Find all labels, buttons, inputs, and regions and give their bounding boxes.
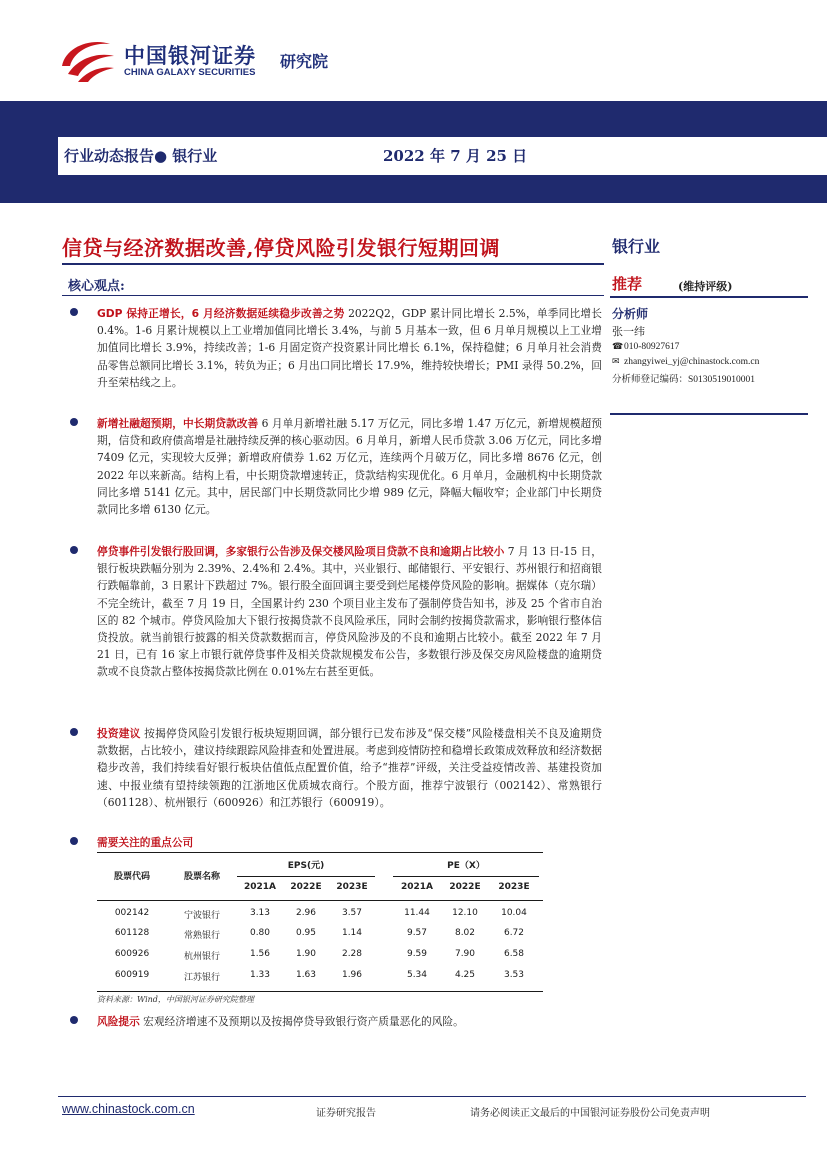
cell-value: 1.90 bbox=[295, 949, 317, 959]
cell-value: 3.57 bbox=[341, 908, 363, 918]
bullet-body: 按揭停贷风险引发银行板块短期回调，部分银行已发布涉及“保交楼”风险楼盘相关不良及逾期贷款数据，占比较小，建议持续跟踪风险排查和处置进展。考虑到疫情防控和稳增长政策成效释放和经济数据稳步改善，我们持续看好银行板块估值低点配置价值，给予“推荐”评级，关注受益疫情改善、基建投资加速、中报业绩有望持续领跑的江浙地区优质城农商行。个股方面，推荐宁波银行（002142）、常熟银行（601128）、杭州银行（600926）和江苏银行（600919）。 bbox=[97, 727, 602, 809]
bullet-key-companies bbox=[62, 834, 602, 851]
cell-value: 3.53 bbox=[503, 970, 525, 980]
col-header-name: 股票名称 bbox=[183, 872, 220, 882]
footer-divider bbox=[58, 1096, 806, 1097]
cell-value: 1.33 bbox=[249, 970, 271, 980]
phone-text: 010-80927617 bbox=[624, 342, 680, 352]
title-divider bbox=[62, 263, 604, 265]
industry-label: 银行业 bbox=[612, 237, 661, 256]
bullet-dot-icon bbox=[70, 308, 78, 316]
cell-value: 7.90 bbox=[454, 949, 476, 959]
report-date: 2022 年 7 月 25 日 bbox=[383, 147, 528, 165]
email-text[interactable]: zhangyiwei_yj@chinastock.com.cn bbox=[624, 357, 760, 367]
cell-value: 0.80 bbox=[249, 928, 271, 938]
bullet-dot-icon bbox=[70, 837, 78, 845]
cell-value: 9.59 bbox=[406, 949, 428, 959]
sidebar-divider bbox=[610, 296, 808, 298]
footer-report-type: 证券研究报告 bbox=[316, 1108, 376, 1119]
cell-value: 1.14 bbox=[341, 928, 363, 938]
bullet-dot-icon bbox=[70, 546, 78, 554]
sidebar-divider bbox=[610, 413, 808, 415]
analyst-label: 分析师 bbox=[612, 307, 649, 321]
analyst-name: 张一纬 bbox=[612, 325, 645, 338]
rating-note: (维持评级) bbox=[678, 280, 733, 293]
bullet-investment-advice bbox=[62, 725, 602, 811]
table-source: 资料来源：Wind，中国银河证券研究院整理 bbox=[97, 995, 254, 1004]
table-row bbox=[97, 970, 543, 988]
bullet-highlight: 停贷事件引发银行股回调，多家银行公告涉及保交楼风险项目贷款不良和逾期占比较小 bbox=[97, 545, 505, 558]
bullet-highlight: 风险提示 bbox=[97, 1015, 140, 1028]
cell-value: 1.56 bbox=[249, 949, 271, 959]
cell-value: 2.28 bbox=[341, 949, 363, 959]
table-row bbox=[97, 908, 543, 926]
cell-code: 600919 bbox=[114, 970, 150, 980]
rating: 推荐 bbox=[612, 275, 643, 293]
col-year: 2023E bbox=[336, 882, 368, 892]
table-row bbox=[97, 928, 543, 946]
bullet-dot-icon bbox=[70, 1016, 78, 1024]
cell-code: 002142 bbox=[114, 908, 150, 918]
cell-code: 600926 bbox=[114, 949, 150, 959]
bullet-highlight: 投资建议 bbox=[97, 727, 141, 740]
cell-code: 601128 bbox=[114, 928, 150, 938]
phone-icon: ☎ bbox=[612, 341, 624, 351]
cell-value: 12.10 bbox=[452, 908, 478, 918]
col-group-pe: PE（X） bbox=[447, 861, 485, 871]
bullet-mortgage-risk bbox=[62, 543, 602, 681]
bullet-highlight: 新增社融超预期，中长期贷款改善 bbox=[97, 417, 259, 430]
table-row bbox=[97, 949, 543, 967]
cell-value: 0.95 bbox=[295, 928, 317, 938]
cell-name: 杭州银行 bbox=[183, 952, 220, 962]
report-type: 行业动态报告● 银行业 bbox=[64, 147, 218, 165]
report-title: 信贷与经济数据改善,停贷风险引发银行短期回调 bbox=[62, 236, 500, 260]
cell-name: 宁波银行 bbox=[183, 911, 220, 921]
cell-name: 江苏银行 bbox=[183, 973, 220, 983]
analyst-email[interactable] bbox=[612, 356, 759, 367]
cell-value: 4.25 bbox=[454, 970, 476, 980]
core-views-label: 核心观点: bbox=[68, 279, 125, 294]
logo-chinese-name: 中国银河证券 bbox=[124, 44, 256, 68]
cell-value: 3.13 bbox=[249, 908, 271, 918]
bullet-dot-icon bbox=[70, 728, 78, 736]
galaxy-logo-icon bbox=[58, 36, 116, 84]
key-companies-table bbox=[97, 852, 543, 992]
bullet-highlight: 需要关注的重点公司 bbox=[97, 836, 194, 849]
cell-value: 2.96 bbox=[295, 908, 317, 918]
cell-value: 1.96 bbox=[341, 970, 363, 980]
logo-english-name: CHINA GALAXY SECURITIES bbox=[124, 67, 256, 78]
col-year: 2021A bbox=[243, 882, 276, 892]
bullet-gdp bbox=[62, 305, 602, 391]
email-icon: ✉ bbox=[612, 356, 620, 366]
cell-value: 10.04 bbox=[501, 908, 527, 918]
footer-website-link[interactable]: www.chinastock.com.cn bbox=[62, 1102, 195, 1116]
cell-value: 1.63 bbox=[295, 970, 317, 980]
bullet-highlight: GDP 保持正增长，6 月经济数据延续稳步改善之势 bbox=[97, 307, 345, 320]
bullet-body: 2022Q2，GDP 累计同比增长 2.5%，单季同比增长 0.4%。1-6 月累计规模以上工业增加值同比增长 3.4%，与前 5 月基本一致，但 6 月单月规模以上工业增加值同比增长 3.9%，持续改善；1-6 月固定资产投资累计同比增长 6.1%，保持稳健；6 月单月社会消费品零售总额同比增长 3.1%，转负为正；6 月出口同比增长 17.9%，维持较快增长；PMI 录得 50.2%，回升至荣枯线之上。 bbox=[97, 307, 602, 389]
col-group-eps: EPS(元) bbox=[287, 861, 325, 871]
cell-name: 常熟银行 bbox=[183, 931, 220, 941]
analyst-phone bbox=[612, 341, 679, 352]
col-year: 2022E bbox=[290, 882, 322, 892]
bullet-body: 7 月 13 日-15 日，银行板块跌幅分别为 2.39%、2.4%和 2.4%。其中，兴业银行、邮储银行、平安银行、苏州银行和招商银行跌幅靠前，3 日累计下跌超过 7%。银行股全面回调主要受到烂尾楼停贷风险的影响。据媒体（克尔瑞）不完全统计，截至 7 月 19 日，全国累计约 230 个项目业主发布了强制停贷告知书，涉及 25 个省市自治区的 82 个城市。停贷风险加大下银行按揭贷款不良风险承压，同时会制约按揭贷款需求，影响银行整体信贷投放。就当前银行披露的相关贷款数据而言，停贷风险涉及的不良和逾期占比较小。截至 2022 年 7 月 21 日，已有 16 家上市银行就停贷事件及相关贷款规模发布公告，多数银行涉及保交房风险楼盘的逾期贷款或不良贷款占整体按揭贷款比例在 0.01%左右甚至更低。 bbox=[97, 545, 602, 679]
cell-value: 6.58 bbox=[503, 949, 525, 959]
footer-disclaimer: 请务必阅读正文最后的中国银河证券股份公司免责声明 bbox=[470, 1108, 710, 1119]
analyst-registration: 分析师登记编码：S0130519010001 bbox=[612, 375, 756, 385]
cell-value: 6.72 bbox=[503, 928, 525, 938]
bullet-social-financing bbox=[62, 415, 602, 518]
logo-institute: 研究院 bbox=[280, 52, 329, 71]
cell-value: 9.57 bbox=[406, 928, 428, 938]
col-header-code: 股票代码 bbox=[113, 872, 150, 882]
cell-value: 11.44 bbox=[404, 908, 430, 918]
col-year: 2021A bbox=[400, 882, 433, 892]
col-year: 2023E bbox=[498, 882, 530, 892]
bullet-body: 6 月单月新增社融 5.17 万亿元，同比多增 1.47 万亿元，新增规模超预期，信贷和政府债高增是社融持续反弹的核心驱动因。6 月单月，新增人民币贷款 3.06 万亿元，同比多增 7409 亿元，实现较大反弹；新增政府债券 1.62 万亿元，连续两个月破万亿，同比多增 8676 亿元，创 2022 年以来新高。结构上看，中长期贷款增速转正，贷款结构实现优化。6 月单月，金融机构中长期贷款同比多增 5141 亿元。其中，居民部门中长期贷款同比少增 989 亿元，降幅大幅收窄；企业部门中长期贷款同比多增 6130 亿元。 bbox=[97, 417, 602, 517]
core-divider bbox=[62, 295, 604, 296]
col-year: 2022E bbox=[449, 882, 481, 892]
cell-value: 5.34 bbox=[406, 970, 428, 980]
cell-value: 8.02 bbox=[454, 928, 476, 938]
bullet-body: 宏观经济增速不及预期以及按揭停贷导致银行资产质量恶化的风险。 bbox=[139, 1015, 464, 1028]
bullet-dot-icon bbox=[70, 418, 78, 426]
bullet-risk bbox=[62, 1013, 602, 1030]
